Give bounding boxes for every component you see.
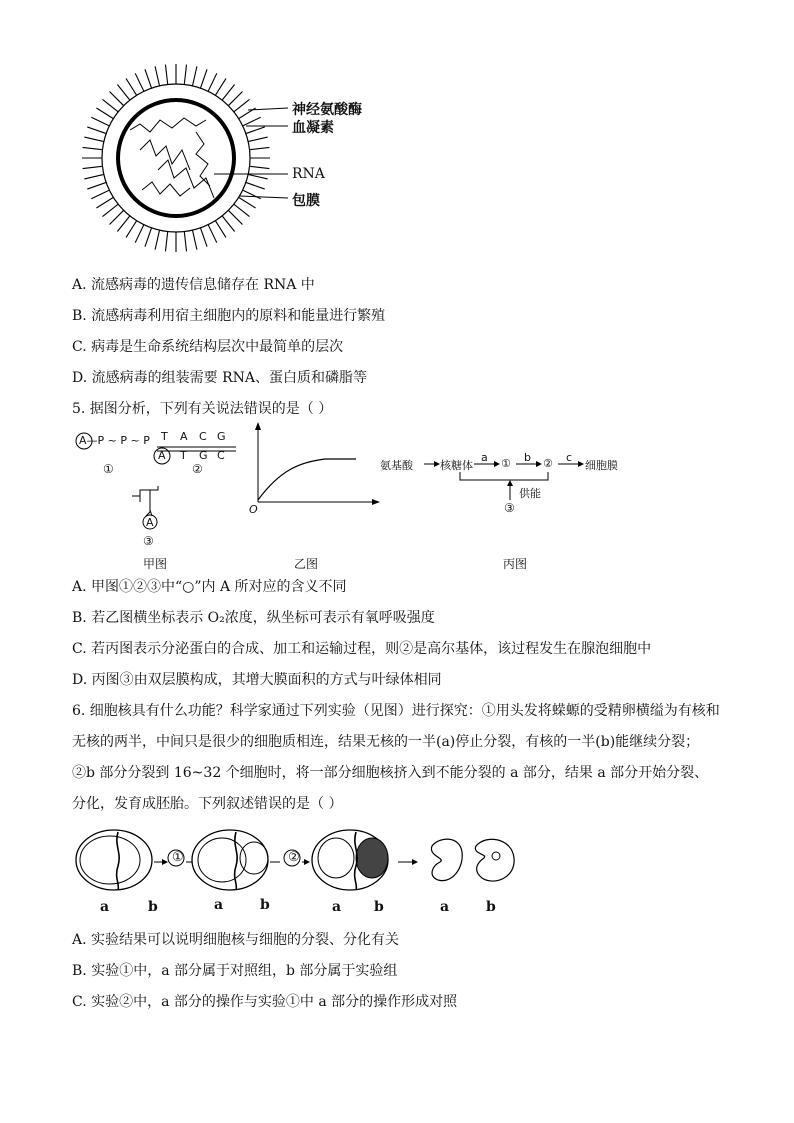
label-hemagglutinin: 血凝素 — [292, 120, 334, 136]
trna-a-letter: A — [146, 516, 154, 529]
label-envelope: 包膜 — [292, 193, 320, 209]
arrow-label-c: c — [566, 451, 573, 464]
flow-organelle-1: ① — [501, 457, 511, 470]
dna-bottom-a: A — [158, 449, 166, 462]
q6-stem: 6. 细胞核具有什么功能？科学家通过下列实验（见图）进行探究：①用头发将蝾螈的受精卵横缢为有核和无核的两半，中间只是很少的细胞质相连，结果无核的一半(a)停止分裂，有核的一半(b)能继续分裂；②b 部分分裂到 16~32 个细胞时，将一部分细胞核挤入到不能分裂的 a 部分，结果 a 部分开始分裂、分化，发育成胚胎。下列叙述错误的是（ ） — [72, 703, 720, 812]
part-a-3: a — [332, 899, 342, 915]
q4-option-a: A. 流感病毒的遗传信息储存在 RNA 中 — [72, 277, 315, 293]
label-rna: RNA — [292, 166, 325, 182]
part-a-1: a — [100, 899, 110, 915]
step-marker-1: ① — [172, 850, 184, 865]
part-b-1: b — [148, 899, 158, 915]
step-marker-2: ② — [288, 850, 300, 865]
part-b-2: b — [260, 897, 270, 913]
dna-bottom-g: G — [199, 449, 208, 462]
q5-option-b: B. 若乙图横坐标表示 O₂浓度，纵坐标可表示有氧呼吸强度 — [72, 610, 435, 626]
origin-o: O — [249, 503, 258, 516]
q6-option-c: C. 实验②中，a 部分的操作与实验①中 a 部分的操作形成对照 — [72, 994, 458, 1010]
part-a-2: a — [214, 897, 224, 913]
flow-ribosome: 核糖体 — [440, 459, 473, 472]
dna-top-g: G — [217, 430, 226, 443]
q4-option-b: B. 流感病毒利用宿主细胞内的原料和能量进行繁殖 — [72, 308, 386, 324]
dna-top-t: T — [161, 430, 168, 443]
label-neuraminidase: 神经氨酸酶 — [292, 102, 362, 118]
arrow-label-a: a — [481, 451, 488, 464]
q6-option-b: B. 实验①中，a 部分属于对照组，b 部分属于实验组 — [72, 963, 398, 979]
caption-yi: 乙图 — [294, 557, 319, 571]
q6-option-a: A. 实验结果可以说明细胞核与细胞的分裂、分化有关 — [72, 932, 400, 948]
arrow-label-b: b — [524, 451, 531, 464]
q5-option-c: C. 若丙图表示分泌蛋白的合成、加工和运输过程，则②是高尔基体，该过程发生在腺泡细胞中 — [72, 641, 652, 657]
marker-2: ② — [192, 462, 203, 476]
dna-top-a: A — [180, 430, 188, 443]
marker-3: ③ — [143, 534, 154, 548]
dna-top-c: C — [199, 430, 207, 443]
q5-stem: 5. 据图分析，下列有关说法错误的是（ ） — [72, 401, 333, 417]
dna-bottom-t: T — [180, 449, 187, 462]
atp-formula: A—P ~ P ~ P — [79, 434, 150, 447]
part-b-4: b — [486, 899, 496, 915]
flow-amino-acid: 氨基酸 — [380, 459, 413, 472]
flow-cell-membrane: 细胞膜 — [585, 459, 618, 472]
energy-label: 供能 — [519, 487, 541, 500]
caption-jia: 甲图 — [143, 557, 168, 571]
flow-organelle-2: ② — [543, 457, 553, 470]
caption-bing: 丙图 — [503, 557, 528, 571]
marker-1: ① — [103, 462, 114, 476]
q4-option-c: C. 病毒是生命系统结构层次中最简单的层次 — [72, 339, 344, 355]
q5-option-d: D. 丙图③由双层膜构成，其增大膜面积的方式与叶绿体相同 — [72, 672, 442, 688]
marker-bing-3: ③ — [504, 501, 515, 515]
part-a-4: a — [440, 899, 450, 915]
part-b-3: b — [374, 899, 384, 915]
q5-option-a: A. 甲图①②③中“○”内 A 所对应的含义不同 — [72, 579, 347, 595]
dna-bottom-c: C — [217, 449, 225, 462]
q4-option-d: D. 流感病毒的组装需要 RNA、蛋白质和磷脂等 — [72, 370, 367, 386]
